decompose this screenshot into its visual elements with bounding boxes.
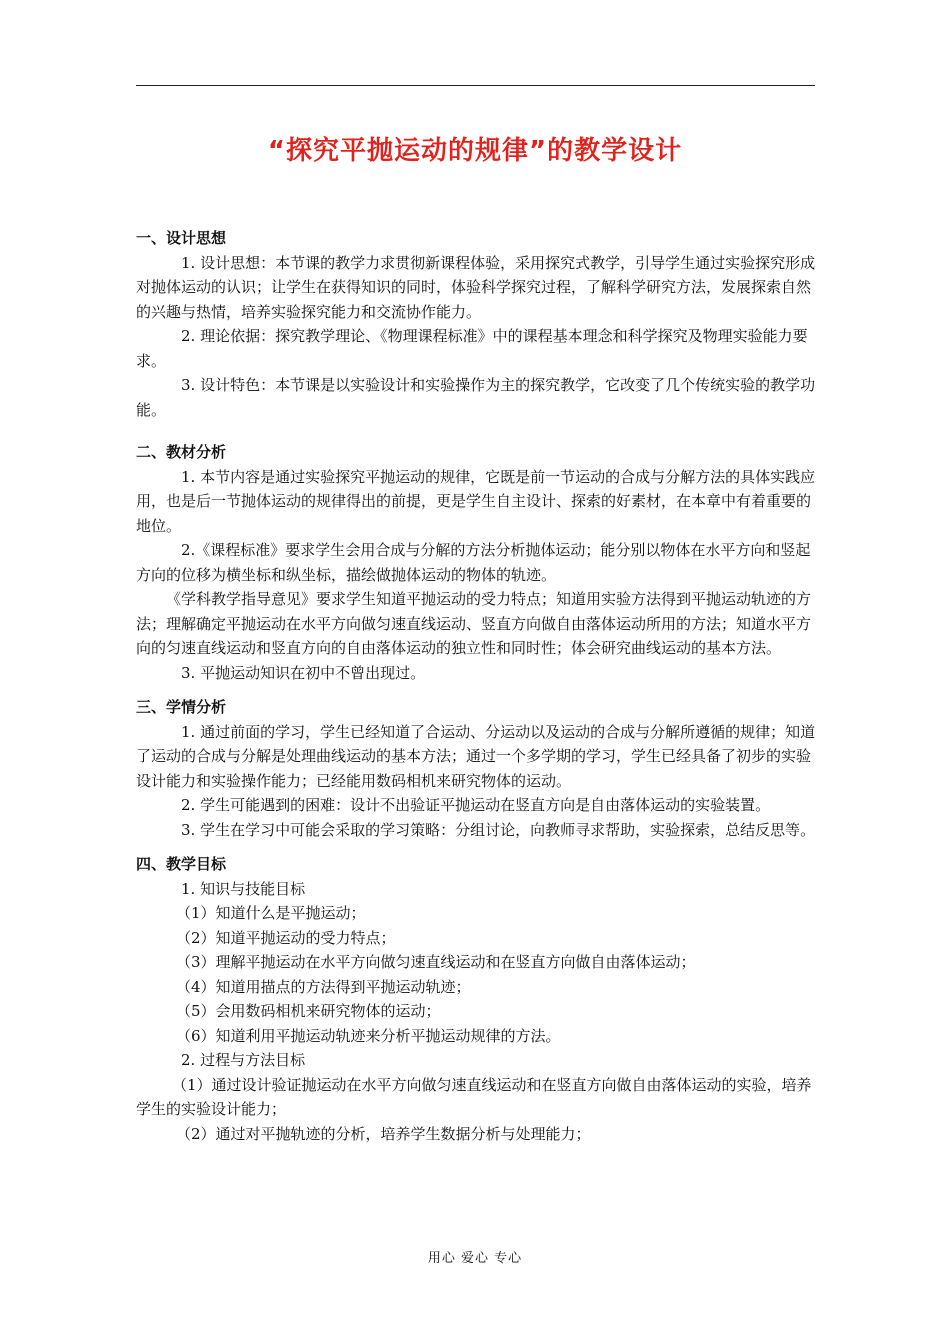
section-learner-analysis (136, 695, 820, 842)
paragraph: 《学科教学指导意见》要求学生知道平抛运动的受力特点；知道用实验方法得到平抛运动轨迹的方法；理解确定平抛运动在水平方向做匀速直线运动、竖直方向做自由落体运动所用的方法；知道水平方向的匀速直线运动和竖直方向的自由落体运动的独立性和同时性；体会研究曲线运动的基本方法。 (136, 590, 812, 657)
section-heading: 二、教材分析 (136, 443, 227, 461)
section-heading: 三、学情分析 (136, 698, 227, 716)
paragraph: 2.《课程标准》要求学生会用合成与分解的方法分析抛体运动；能分别以物体在水平方向和竖起方向的位移为横坐标和纵坐标，描绘做抛体运动的物体的轨迹。 (136, 541, 811, 584)
subsection-title: 1. 知识与技能目标 (181, 879, 306, 898)
paragraph: 2. 学生可能遇到的困难：设计不出验证平抛运动在竖直方向是自由落体运动的实验装置。 (181, 796, 771, 814)
list-item: （1）通过设计验证抛运动在水平方向做匀速直线运动和在竖直方向做自由落体运动的实验，培养学生的实验设计能力； (136, 1075, 812, 1118)
section-design-idea (136, 226, 820, 422)
paragraph: 1. 通过前面的学习，学生已经知道了合运动、分运动以及运动的合成与分解所遵循的规律；知道了运动的合成与分解是处理曲线运动的基本方法；通过一个多学期的学习，学生已经具备了初步的实验设计能力和实验操作能力；已经能用数码相机来研究物体的运动。 (136, 722, 816, 790)
list-item: （4）知道用描点的方法得到平抛运动轨迹； (176, 977, 471, 996)
subsection-title: 2. 过程与方法目标 (181, 1051, 306, 1069)
page-footer: 用心 爱心 专心 (427, 1251, 523, 1266)
section-teaching-goals (136, 852, 820, 1146)
paragraph: 1. 本节内容是通过实验探究平抛运动的规律，它既是前一节运动的合成与分解方法的具体实践应用，也是后一节抛体运动的规律得出的前提，更是学生自主设计、探索的好素材，在本章中有着重要的地位。 (136, 467, 816, 535)
section-textbook-analysis (136, 440, 820, 685)
header-rule (136, 85, 815, 86)
section-heading: 四、教学目标 (136, 855, 227, 873)
list-item: （5）会用数码相机来研究物体的运动； (176, 1002, 441, 1020)
list-item: （2）知道平抛运动的受力特点； (176, 928, 396, 947)
paragraph: 3. 设计特色：本节课是以实验设计和实验操作为主的探究教学，它改变了几个传统实验的教学功能。 (136, 376, 816, 419)
document-body (136, 226, 820, 1164)
paragraph: 3. 平抛运动知识在初中不曾出现过。 (181, 663, 426, 682)
list-item: （1）知道什么是平抛运动； (176, 904, 366, 922)
list-item: （6）知道利用平抛运动轨迹来分析平抛运动规律的方法。 (176, 1026, 561, 1045)
list-item: （3）理解平抛运动在水平方向做匀速直线运动和在竖直方向做自由落体运动； (176, 953, 696, 971)
section-heading: 一、设计思想 (136, 229, 227, 247)
paragraph: 3. 学生在学习中可能会采取的学习策略：分组讨论，向教师寻求帮助，实验探索，总结反思等。 (181, 820, 816, 839)
paragraph: 1. 设计思想：本节课的教学力求贯彻新课程体验，采用探究式教学，引导学生通过实验探究形成对抛体运动的认识；让学生在获得知识的同时，体验科学探究过程，了解科学研究方法，发展探索自然的兴趣与热情，培养实验探究能力和交流协作能力。 (136, 253, 816, 321)
document-title: “探究平抛运动的规律”的教学设计 (267, 136, 683, 166)
list-item: （2）通过对平抛轨迹的分析，培养学生数据分析与处理能力； (176, 1124, 591, 1143)
paragraph: 2. 理论依据：探究教学理论、《物理课程标准》中的课程基本理念和科学探究及物理实验能力要求。 (136, 327, 808, 370)
